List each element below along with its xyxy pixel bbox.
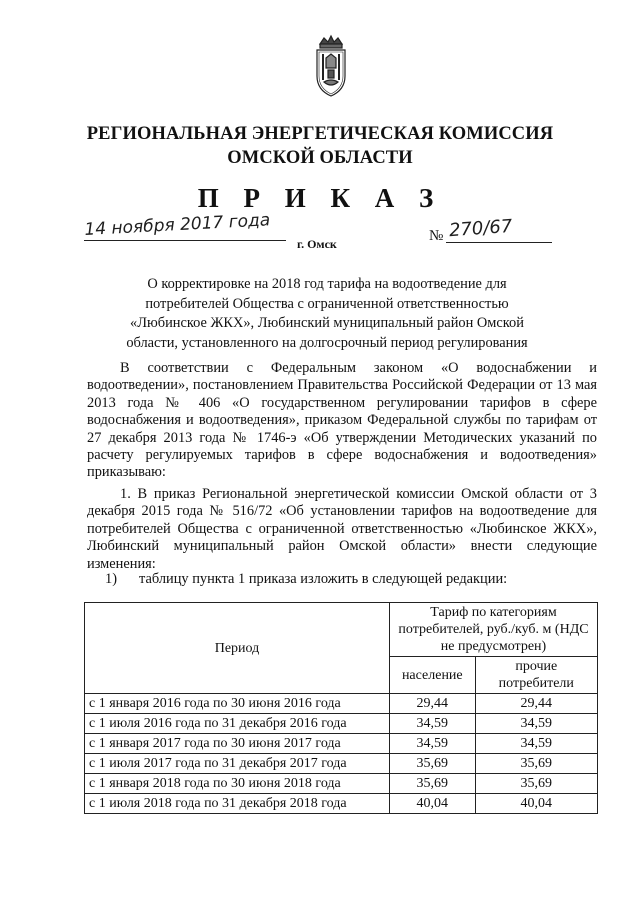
clause-1-paragraph: 1. В приказ Региональной энергетической комиссии Омской области от 3 декабря 2015 года № 516/72 «Об установлении тарифов на водоотведение для потребителей Общества с ограниченной ответственностью «Любинское ЖКХ», Любинский муниципальный район Омской области» внести следующие изменения: [87, 486, 597, 572]
organization-title-line2: ОМСКОЙ ОБЛАСТИ [227, 148, 413, 168]
handwritten-date: 14 ноября 2017 года [84, 210, 271, 240]
population-tariff-cell: 40,04 [390, 794, 476, 814]
table-row [85, 774, 598, 794]
period-cell: с 1 января 2016 года по 30 июня 2016 года [85, 694, 390, 714]
population-tariff-cell: 34,59 [390, 734, 476, 754]
period-cell: с 1 января 2018 года по 30 июня 2018 года [85, 774, 390, 794]
period-cell: с 1 июля 2018 года по 31 декабря 2018 года [85, 794, 390, 814]
period-cell: с 1 января 2017 года по 30 июня 2017 года [85, 734, 390, 754]
population-tariff-cell: 34,59 [390, 714, 476, 734]
population-tariff-cell: 35,69 [390, 774, 476, 794]
preamble-paragraph: В соответствии с Федеральным законом «О водоснабжении и водоотведении», постановлением Правительства Российской Федерации от 13 мая 2013 года № 406 «О государственном регулировании тарифов в сфере водоснабжения и водоотведения», приказом Федеральной службы по тарифам от 27 декабря 2013 года № 1746-э «Об утверждении Методических указаний по расчету регулируемых тарифов в сфере водоснабжения и водоотведения» приказываю: [87, 360, 597, 481]
table-row [85, 694, 598, 714]
city-label: г. Омск [297, 237, 337, 251]
table-row [85, 794, 598, 814]
period-cell: с 1 июля 2017 года по 31 декабря 2017 года [85, 754, 390, 774]
sub-item-number: 1) [105, 571, 117, 587]
tariff-table [84, 602, 598, 814]
table-row [85, 734, 598, 754]
header-tariff-group: Тариф по категориям потребителей, руб./куб. м (НДС не предусмотрен) [390, 603, 598, 657]
table-row [85, 714, 598, 734]
population-tariff-cell: 35,69 [390, 754, 476, 774]
organization-title-line1: РЕГИОНАЛЬНАЯ ЭНЕРГЕТИЧЕСКАЯ КОМИССИЯ [86, 124, 554, 144]
header-other-consumers: прочие потребители [475, 657, 597, 694]
coat-of-arms-emblem [312, 34, 350, 100]
header-period: Период [85, 603, 390, 694]
table-row [85, 754, 598, 774]
sub-item-text: таблицу пункта 1 приказа изложить в следующей редакции: [139, 571, 508, 587]
period-cell: с 1 июля 2016 года по 31 декабря 2016 года [85, 714, 390, 734]
header-population: население [390, 657, 476, 694]
sub-item-1 [87, 571, 597, 588]
population-tariff-cell: 29,44 [390, 694, 476, 714]
handwritten-order-number: 270/67 [448, 215, 513, 242]
order-subject: О корректировке на 2018 год тарифа на водоотведение для потребителей Общества с ограниченной ответственностью «Любинское ЖКХ», Любинский муниципальный район Омской области, установленного на долгосрочный период регулирования [126, 276, 528, 351]
date-underline [84, 240, 286, 241]
others-tariff-cell: 40,04 [475, 794, 597, 814]
document-type-title: П Р И К А З [197, 183, 443, 213]
others-tariff-cell: 34,59 [475, 714, 597, 734]
others-tariff-cell: 35,69 [475, 754, 597, 774]
others-tariff-cell: 35,69 [475, 774, 597, 794]
others-tariff-cell: 34,59 [475, 734, 597, 754]
order-number-label: № [429, 228, 444, 244]
others-tariff-cell: 29,44 [475, 694, 597, 714]
number-underline [446, 242, 552, 243]
